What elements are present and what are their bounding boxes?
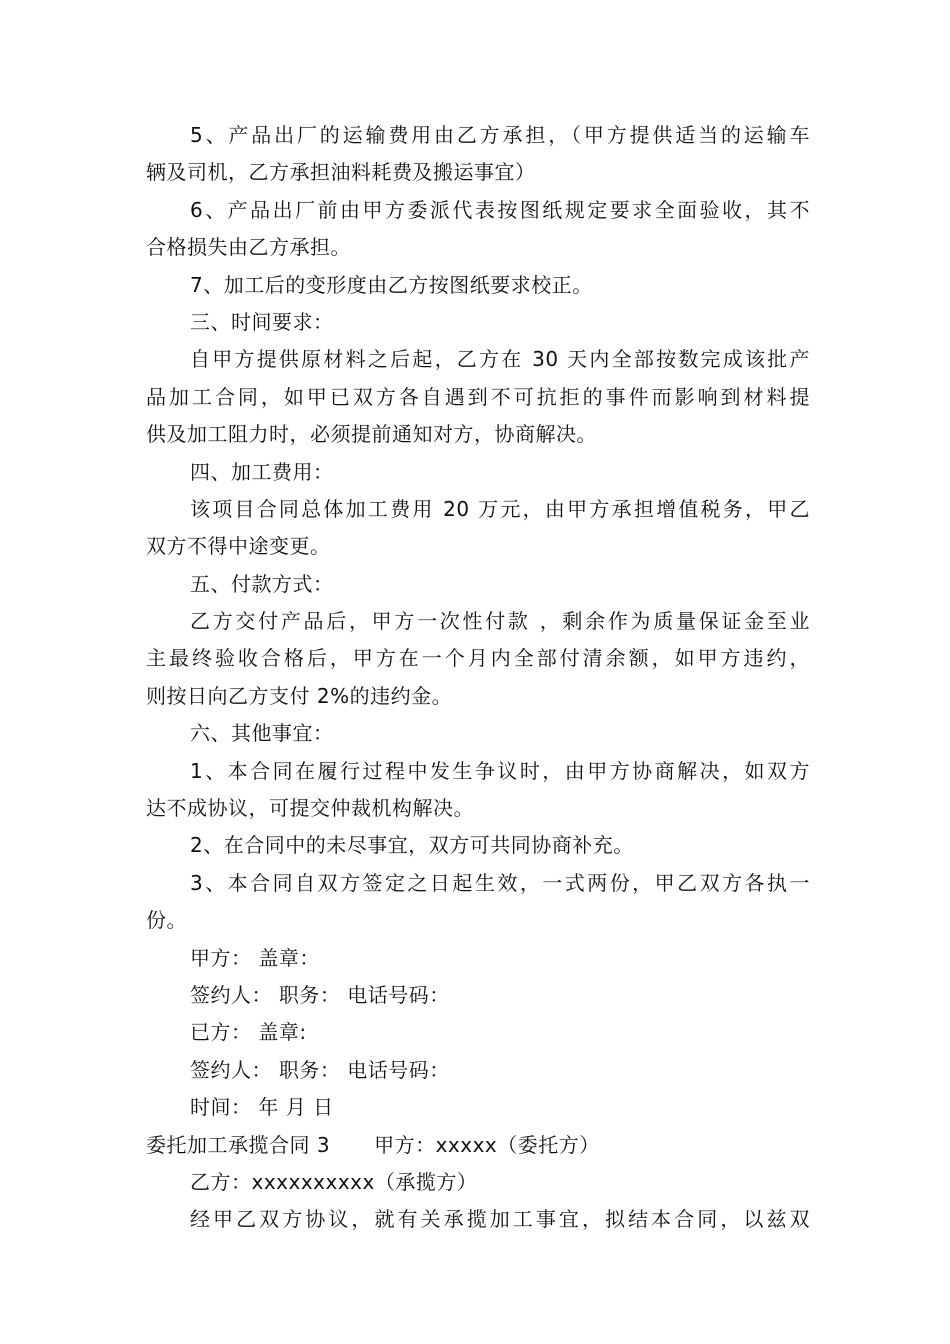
text-line: 经甲乙双方协议，就有关承揽加工事宜，拟结本合同，以兹双 (190, 1207, 810, 1232)
text-line: 7、加工后的变形度由乙方按图纸要求校正。 (190, 272, 593, 297)
contract-title: 委托加工承揽合同 3 (146, 1132, 331, 1157)
text-line: 达不成协议，可提交仲裁机构解决。 (146, 796, 474, 821)
text-line: 合格损失由乙方承担。 (146, 235, 351, 260)
text-line: 三、时间要求： (190, 309, 334, 334)
text-line: 则按日向乙方支付 2%的违约金。 (146, 683, 453, 708)
text-line: 六、其他事宜： (190, 721, 334, 746)
text-line: 5、产品出厂的运输费用由乙方承担，（甲方提供适当的运输车 (190, 123, 810, 147)
text-line: 6、产品出厂前由甲方委派代表按图纸规定要求全面验收，其不 (190, 197, 810, 222)
text-line: 乙方：xxxxxxxxxx（承揽方） (190, 1169, 478, 1194)
text-line: 份。 (146, 908, 187, 933)
text-line: 签约人： 职务： 电话号码： (190, 1057, 450, 1082)
party-a-line: 甲方：xxxxx（委托方） (374, 1132, 600, 1157)
text-line: 3、本合同自双方签定之日起生效，一式两份，甲乙双方各执一 (190, 870, 810, 895)
text-line: 四、加工费用： (190, 459, 334, 484)
text-line: 2、在合同中的未尽事宜，双方可共同协商补充。 (190, 833, 634, 858)
contract-tail (146, 1164, 810, 1239)
text-line: 1、本合同在履行过程中发生争议时，由甲方协商解决，如双方 (190, 758, 810, 783)
text-line: 自甲方提供原材料之后起，乙方在 30 天内全部按数完成该批产 (190, 347, 810, 372)
text-line: 主最终验收合格后，甲方在一个月内全部付清余额，如甲方违约， (146, 646, 810, 671)
contract-title-line (146, 1127, 810, 1164)
text-line: 已方： 盖章: (190, 1020, 307, 1045)
document-body (146, 117, 810, 1239)
text-line: 乙方交付产品后，甲方一次性付款 ，剩余作为质量保证金至业 (190, 609, 810, 634)
text-line: 五、付款方式： (190, 571, 334, 596)
text-line: 辆及司机，乙方承担油料耗费及搬运事宜） (146, 160, 536, 185)
text-line: 甲方： 盖章： (190, 945, 320, 970)
text-line: 双方不得中途变更。 (146, 534, 331, 559)
text-line: 品加工合同，如甲已双方各自遇到不可抗拒的事件而影响到材料提 (146, 384, 810, 409)
text-line: 供及加工阻力时，必须提前通知对方，协商解决。 (146, 422, 597, 447)
text-line: 时间： 年 月 日 (190, 1095, 334, 1120)
text-line: 签约人： 职务： 电话号码： (190, 982, 450, 1007)
text-line: 该项目合同总体加工费用 20 万元，由甲方承担增值税务，甲乙 (190, 496, 810, 521)
contract-clauses (146, 117, 810, 1127)
